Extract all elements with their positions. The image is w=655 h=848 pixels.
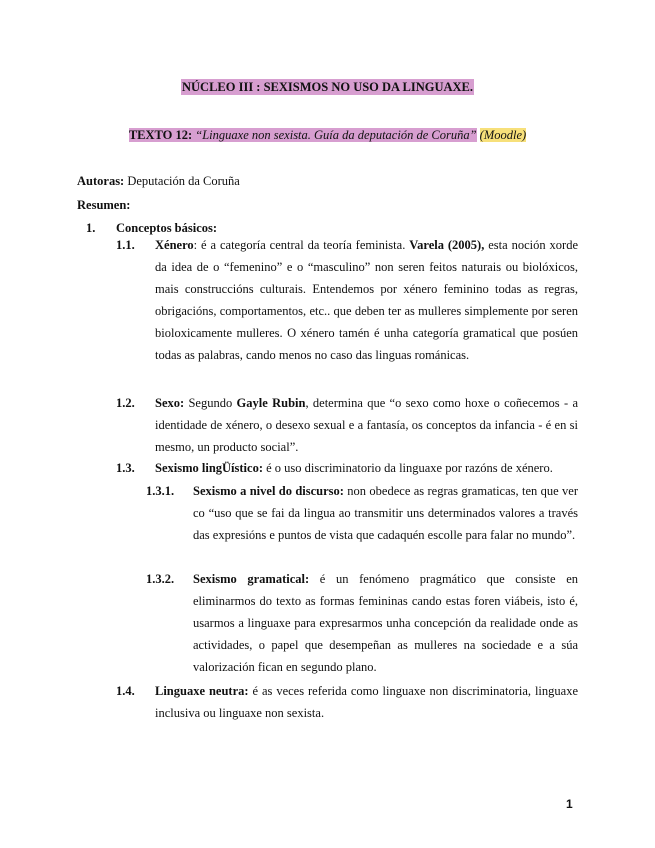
- item-number: 1.3.2.: [146, 572, 175, 586]
- item-sexismo-discurso: Sexismo a nivel do discurso: non obedece as regras gramaticas, ten que ver co “uso que se fai da lingua ao transmitir uns determinados valores a través das expresións e puntos de vista que cadaquén escolle para falar no mundo”.: [193, 484, 579, 542]
- section-number: 1.: [86, 221, 96, 235]
- item-reference: Gayle Rubin: [236, 396, 306, 410]
- text-heading: [0, 126, 655, 144]
- item-number: 1.1.: [116, 238, 135, 252]
- item-number: 1.2.: [116, 396, 135, 410]
- item-sexismo-linguistico: Sexismo lingÜístico: é o uso discriminatorio da linguaxe por razóns de xénero.: [155, 461, 553, 475]
- item-number: 1.3.1.: [146, 484, 175, 498]
- text-source: (Moodle): [479, 128, 527, 142]
- authors-value: Deputación da Coruña: [127, 174, 240, 188]
- item-number: 1.4.: [116, 684, 135, 698]
- authors-label: Autoras:: [77, 174, 125, 188]
- item-number: 1.3.: [116, 461, 135, 475]
- item-term: Sexismo a nivel do discurso:: [193, 484, 344, 498]
- item-sexo: Sexo: Segundo Gayle Rubin, determina que “o sexo como hoxe o coñecemos - a identidade de xénero, o desexo sexual e a fantasía, os conceptos da infancia - é en si mesmo, un producto social”.: [155, 396, 579, 454]
- authors-line: [77, 172, 240, 190]
- item-term: Sexo:: [155, 396, 185, 410]
- item-sexismo-gramatical: Sexismo gramatical: é un fenómeno pragmático que consiste en eliminarmos do texto as formas femininas cando estas foren viábeis, isto é, usarmos a linguaxe para expresarmos unha concepción da realidade onde as actividades, o papel que desempeñan as mulleres na sociedade e a súa valorización fican en segundo plano.: [193, 572, 579, 674]
- item-term: Sexismo gramatical:: [193, 572, 310, 586]
- item-term: Linguaxe neutra:: [155, 684, 249, 698]
- item-xenero: Xénero: é a categoría central da teoría feminista. Varela (2005), esta noción xorde da idea de o “femenino” e o “masculino” non seren feitos naturais ou biolóxicos, mais construccións culturais. Entendemos por xénero feminino todas as regras, obrigacións, comportamentos, etc.. que deben ter as mulleres simplemente por seren bioloxicamente mulleres. O xénero tamén é unha categoría gramatical que posúen todas as palabras, cando menos no caso das linguas románicas.: [155, 238, 579, 362]
- page-title: [0, 78, 655, 96]
- text-label: TEXTO 12:: [128, 128, 193, 142]
- item-term: Xénero: [155, 238, 194, 252]
- item-linguaxe-neutra: Linguaxe neutra: é as veces referida como linguaxe non discriminatoria, linguaxe inclusiva ou linguaxe non sexista.: [155, 684, 578, 720]
- section-title: Conceptos básicos:: [116, 221, 218, 235]
- summary-label: Resumen:: [77, 198, 131, 212]
- text-title: “Linguaxe non sexista. Guía da deputación de Coruña”: [195, 128, 477, 142]
- item-reference: Varela (2005),: [409, 238, 485, 252]
- title-text: NÚCLEO III : SEXISMOS NO USO DA LINGUAXE.: [181, 80, 474, 94]
- item-term: Sexismo lingÜístico:: [155, 461, 263, 475]
- page-number: 1: [566, 797, 573, 811]
